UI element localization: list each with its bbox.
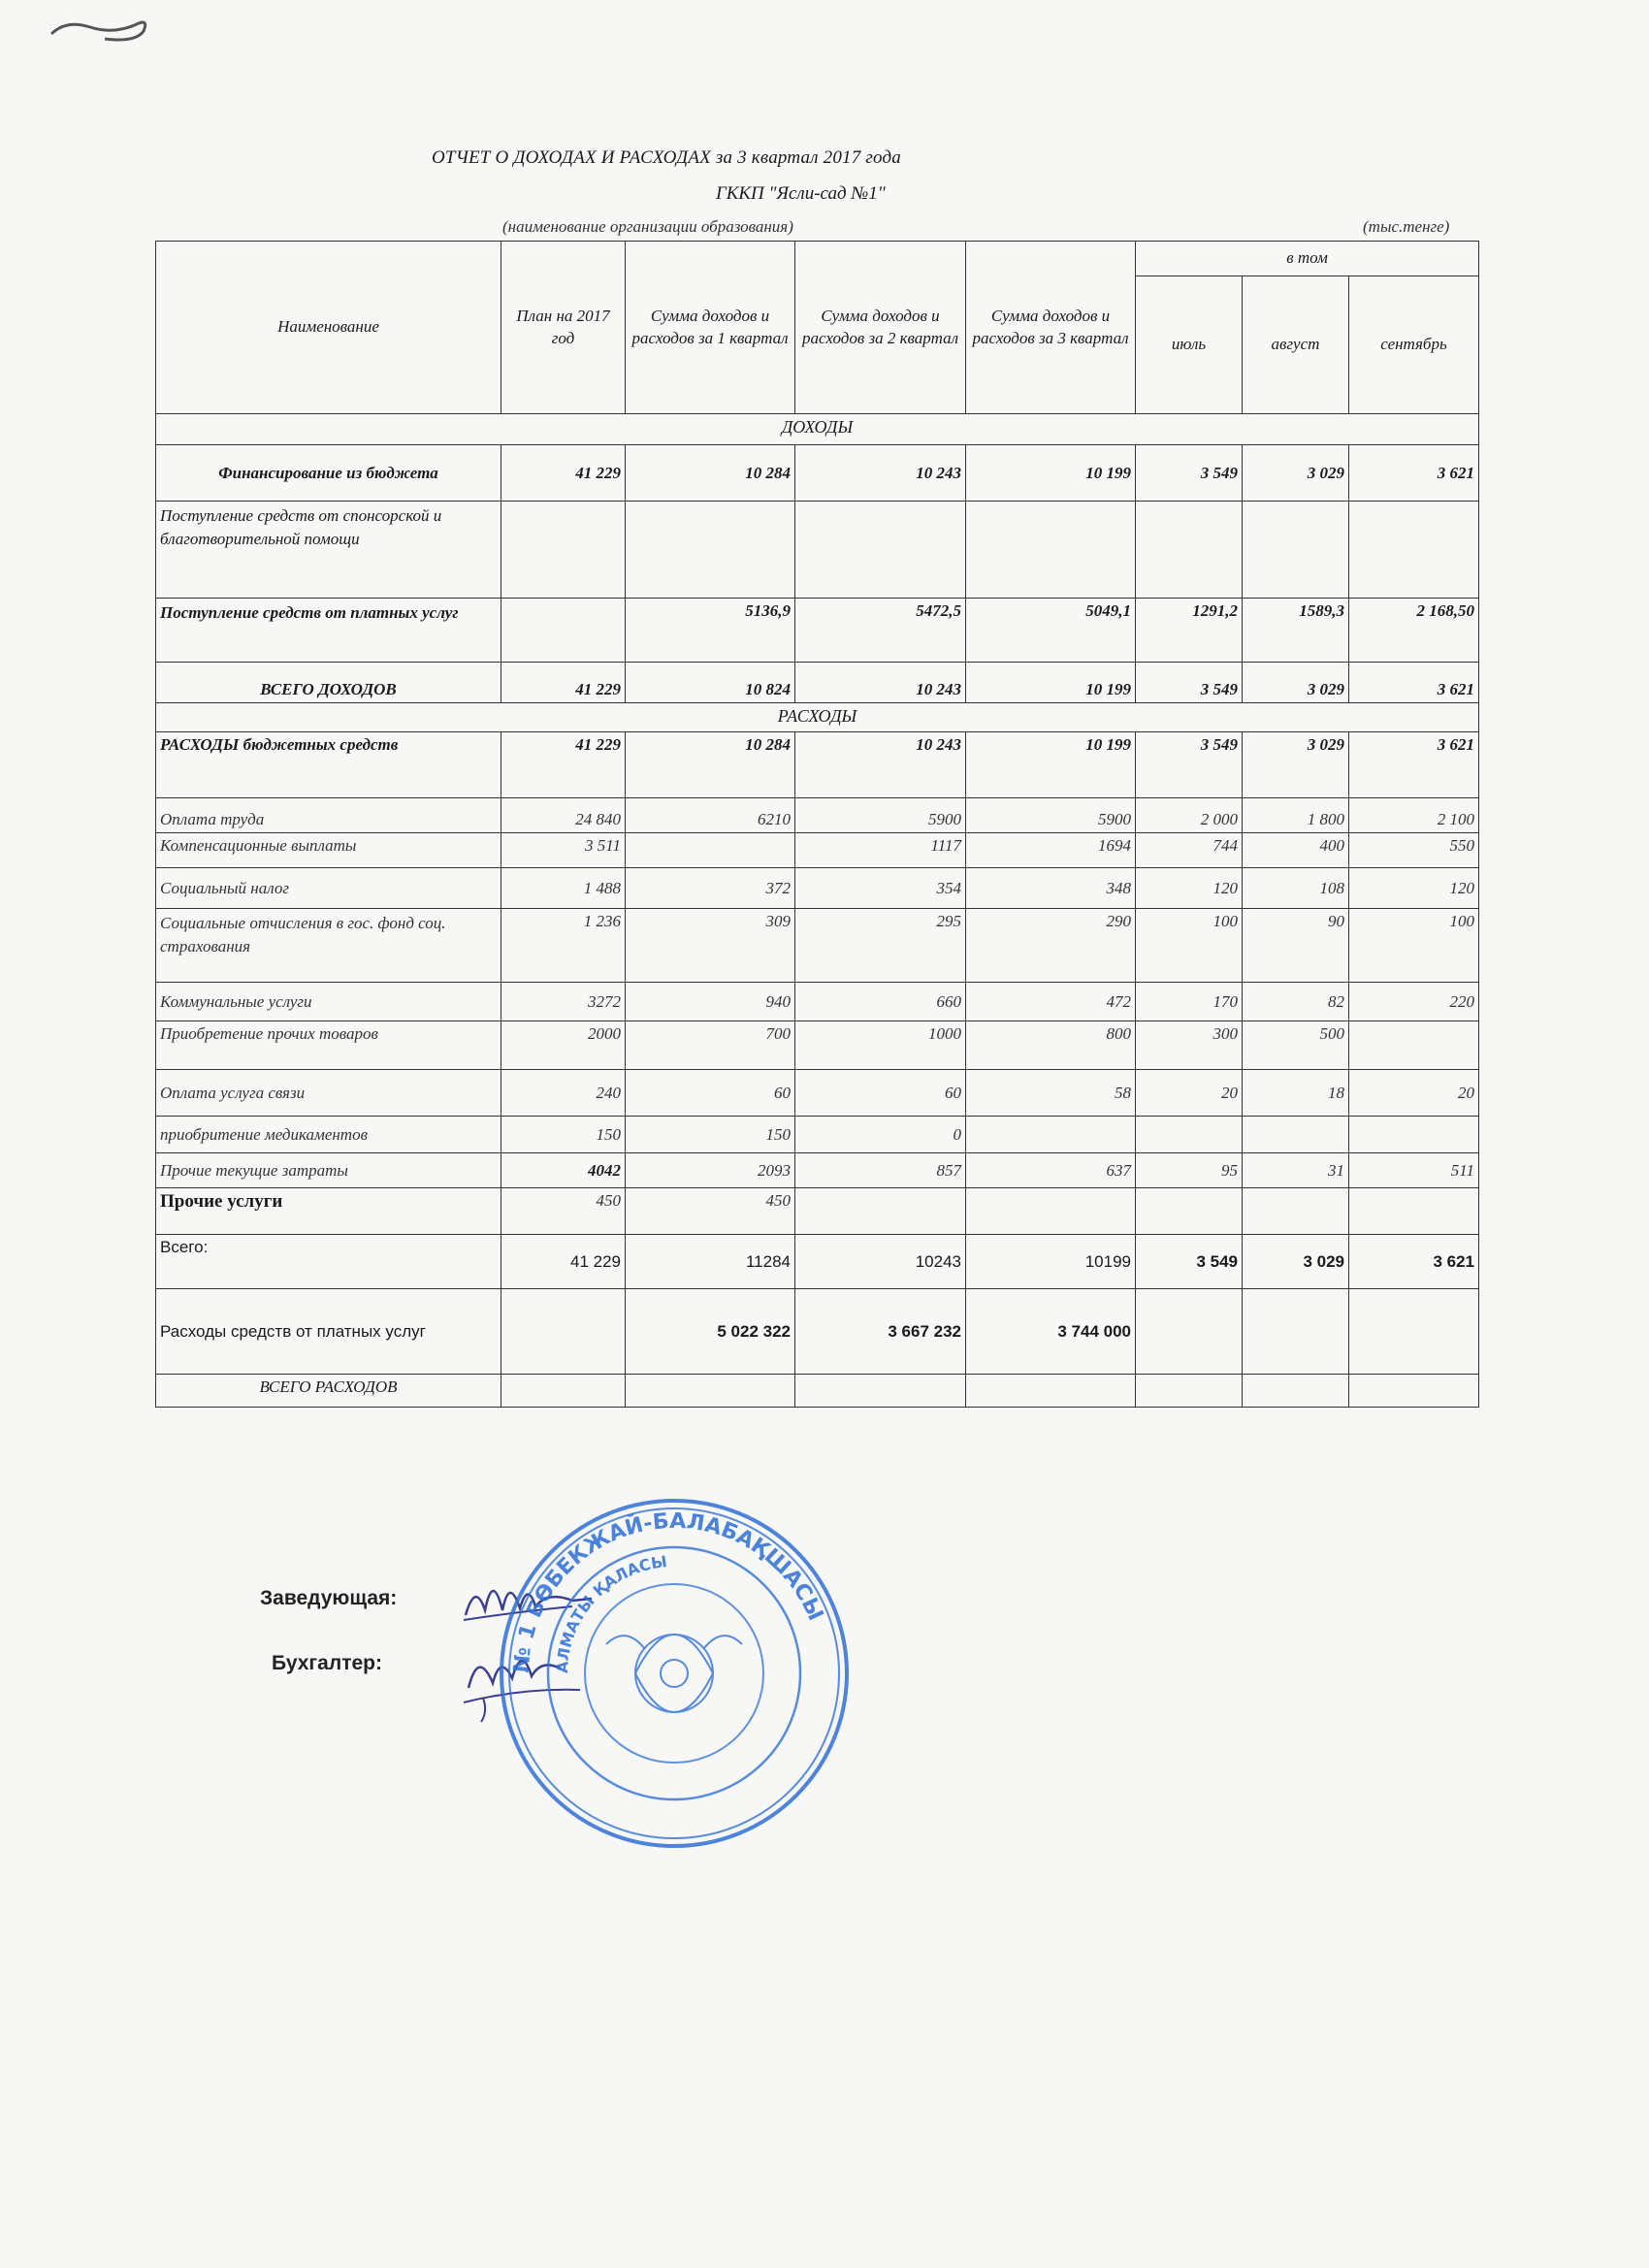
cell-july: 1291,2 [1136, 599, 1243, 663]
table-row [156, 983, 1479, 1021]
cell-q2: 3 667 232 [795, 1289, 966, 1375]
cell-q2: 10 243 [795, 663, 966, 703]
cell-september: 3 621 [1349, 732, 1479, 798]
col-header-q2: Сумма доходов и расходов за 2 квартал [795, 242, 966, 414]
cell-july: 744 [1136, 833, 1243, 868]
cell-august: 3 029 [1243, 663, 1349, 703]
col-header-q3: Сумма доходов и расходов за 3 квартал [966, 242, 1136, 414]
row-name: Прочие текущие затраты [156, 1153, 501, 1188]
cell-q1 [626, 1375, 795, 1408]
cell-q1 [626, 502, 795, 599]
table-row [156, 1117, 1479, 1153]
table-row [156, 445, 1479, 502]
cell-september: 3 621 [1349, 445, 1479, 502]
cell-q3: 472 [966, 983, 1136, 1021]
cell-july: 20 [1136, 1070, 1243, 1117]
cell-august [1243, 1375, 1349, 1408]
cell-august: 400 [1243, 833, 1349, 868]
row-name: Социальные отчисления в гос. фонд соц. страхования [156, 909, 501, 983]
table-row [156, 1375, 1479, 1408]
cell-q2: 660 [795, 983, 966, 1021]
cell-july [1136, 1375, 1243, 1408]
table-header-row [156, 242, 1479, 276]
cell-september: 120 [1349, 868, 1479, 909]
cell-july: 3 549 [1136, 1235, 1243, 1289]
cell-q3: 348 [966, 868, 1136, 909]
cell-july: 3 549 [1136, 663, 1243, 703]
cell-plan: 1 488 [501, 868, 626, 909]
cell-plan: 3272 [501, 983, 626, 1021]
cell-plan [501, 1289, 626, 1375]
cell-plan: 2000 [501, 1021, 626, 1070]
cell-july: 170 [1136, 983, 1243, 1021]
row-name: Всего: [156, 1235, 501, 1289]
cell-plan: 4042 [501, 1153, 626, 1188]
cell-plan: 41 229 [501, 663, 626, 703]
cell-september: 2 100 [1349, 798, 1479, 833]
cell-august [1243, 502, 1349, 599]
cell-august [1243, 1188, 1349, 1235]
cell-august: 500 [1243, 1021, 1349, 1070]
cell-august: 1 800 [1243, 798, 1349, 833]
cell-q3: 10199 [966, 1235, 1136, 1289]
cell-q1: 5136,9 [626, 599, 795, 663]
cell-september: 3 621 [1349, 1235, 1479, 1289]
cell-september: 100 [1349, 909, 1479, 983]
cell-q2: 857 [795, 1153, 966, 1188]
cell-august: 3 029 [1243, 1235, 1349, 1289]
cell-july: 2 000 [1136, 798, 1243, 833]
cell-july: 95 [1136, 1153, 1243, 1188]
stamp-inner-text: АЛМАТЫ ҚАЛАСЫ [552, 1552, 668, 1674]
cell-q2 [795, 502, 966, 599]
cell-q2: 1117 [795, 833, 966, 868]
cell-august: 1589,3 [1243, 599, 1349, 663]
cell-july: 100 [1136, 909, 1243, 983]
cell-august: 3 029 [1243, 445, 1349, 502]
report-table [155, 241, 1479, 1408]
cell-august: 82 [1243, 983, 1349, 1021]
cell-september: 20 [1349, 1070, 1479, 1117]
cell-q3: 10 199 [966, 732, 1136, 798]
cell-july [1136, 1188, 1243, 1235]
cell-q3: 800 [966, 1021, 1136, 1070]
table-row [156, 868, 1479, 909]
cell-q2: 354 [795, 868, 966, 909]
col-header-group: в том [1136, 242, 1479, 276]
cell-plan: 41 229 [501, 445, 626, 502]
cell-september: 2 168,50 [1349, 599, 1479, 663]
cell-plan [501, 599, 626, 663]
table-row [156, 1153, 1479, 1188]
table-row [156, 1188, 1479, 1235]
organization-caption: (наименование организации образования) [502, 217, 793, 236]
cell-september: 3 621 [1349, 663, 1479, 703]
organization-stamp [490, 1489, 858, 1858]
row-name: Финансирование из бюджета [156, 445, 501, 502]
cell-q2 [795, 1188, 966, 1235]
section-row-expenses [156, 703, 1479, 732]
paper-clip-mark [47, 10, 153, 49]
cell-q2: 0 [795, 1117, 966, 1153]
row-name: Поступление средств от платных услуг [156, 599, 501, 663]
cell-plan: 240 [501, 1070, 626, 1117]
row-name: ВСЕГО ДОХОДОВ [156, 663, 501, 703]
col-header-august: август [1243, 276, 1349, 414]
row-name: ВСЕГО РАСХОДОВ [156, 1375, 501, 1408]
col-header-september: сентябрь [1349, 276, 1479, 414]
table-row [156, 833, 1479, 868]
cell-september: 511 [1349, 1153, 1479, 1188]
col-header-q1: Сумма доходов и расходов за 1 квартал [626, 242, 795, 414]
cell-q3 [966, 502, 1136, 599]
cell-plan: 24 840 [501, 798, 626, 833]
cell-july: 3 549 [1136, 445, 1243, 502]
cell-september [1349, 1021, 1479, 1070]
cell-july: 300 [1136, 1021, 1243, 1070]
cell-plan: 450 [501, 1188, 626, 1235]
table-row [156, 1235, 1479, 1289]
row-name: Приобретение прочих товаров [156, 1021, 501, 1070]
cell-q2: 10243 [795, 1235, 966, 1289]
col-header-july: июль [1136, 276, 1243, 414]
table-row [156, 1289, 1479, 1375]
cell-september: 220 [1349, 983, 1479, 1021]
table-row [156, 599, 1479, 663]
cell-q1: 150 [626, 1117, 795, 1153]
row-name: Оплата услуга связи [156, 1070, 501, 1117]
row-name: Оплата труда [156, 798, 501, 833]
cell-q2 [795, 1375, 966, 1408]
cell-august: 90 [1243, 909, 1349, 983]
currency-unit: (тыс.тенге) [1363, 217, 1450, 236]
cell-july [1136, 1289, 1243, 1375]
cell-q3: 637 [966, 1153, 1136, 1188]
cell-q1: 10 284 [626, 445, 795, 502]
cell-q3: 10 199 [966, 663, 1136, 703]
cell-september [1349, 1117, 1479, 1153]
cell-september: 550 [1349, 833, 1479, 868]
cell-q1: 10 284 [626, 732, 795, 798]
cell-plan [501, 502, 626, 599]
row-name: РАСХОДЫ бюджетных средств [156, 732, 501, 798]
cell-q3: 3 744 000 [966, 1289, 1136, 1375]
cell-september [1349, 502, 1479, 599]
cell-q1: 5 022 322 [626, 1289, 795, 1375]
cell-august [1243, 1117, 1349, 1153]
cell-q3 [966, 1375, 1136, 1408]
cell-august: 108 [1243, 868, 1349, 909]
cell-july [1136, 1117, 1243, 1153]
cell-q2: 1000 [795, 1021, 966, 1070]
cell-q1 [626, 833, 795, 868]
cell-q1: 372 [626, 868, 795, 909]
table-row [156, 663, 1479, 703]
cell-september [1349, 1289, 1479, 1375]
cell-q1: 10 824 [626, 663, 795, 703]
table-row [156, 732, 1479, 798]
cell-q1: 2093 [626, 1153, 795, 1188]
cell-september [1349, 1375, 1479, 1408]
head-signature-label: Заведующая: [260, 1587, 398, 1609]
cell-july [1136, 502, 1243, 599]
cell-plan: 1 236 [501, 909, 626, 983]
cell-plan: 3 511 [501, 833, 626, 868]
cell-q2: 5472,5 [795, 599, 966, 663]
row-name: Прочие услуги [156, 1188, 501, 1235]
cell-q2: 10 243 [795, 732, 966, 798]
table-row [156, 798, 1479, 833]
table-row [156, 1021, 1479, 1070]
cell-september [1349, 1188, 1479, 1235]
cell-plan: 41 229 [501, 732, 626, 798]
cell-q1: 309 [626, 909, 795, 983]
cell-plan: 41 229 [501, 1235, 626, 1289]
cell-q2: 295 [795, 909, 966, 983]
cell-q1: 940 [626, 983, 795, 1021]
cell-q3 [966, 1117, 1136, 1153]
table-row [156, 909, 1479, 983]
cell-august: 18 [1243, 1070, 1349, 1117]
cell-q1: 60 [626, 1070, 795, 1117]
row-name: приобритение медикаментов [156, 1117, 501, 1153]
col-header-plan: План на 2017 год [501, 242, 626, 414]
report-title: ОТЧЕТ О ДОХОДАХ И РАСХОДАХ за 3 квартал 2017 года [432, 147, 901, 168]
cell-q2: 10 243 [795, 445, 966, 502]
cell-q3: 5049,1 [966, 599, 1136, 663]
organization-name: ГККП "Ясли-сад №1" [716, 183, 886, 204]
cell-q3 [966, 1188, 1136, 1235]
emblem-icon [606, 1635, 742, 1712]
stamp-outer-text: № 1 БӨБЕКЖАЙ-БАЛАБАҚШАСЫ [509, 1508, 828, 1674]
cell-july: 3 549 [1136, 732, 1243, 798]
cell-q3: 290 [966, 909, 1136, 983]
cell-plan [501, 1375, 626, 1408]
row-name: Компенсационные выплаты [156, 833, 501, 868]
cell-q3: 1694 [966, 833, 1136, 868]
cell-q2: 5900 [795, 798, 966, 833]
row-name: Коммунальные услуги [156, 983, 501, 1021]
row-name: Социальный налог [156, 868, 501, 909]
cell-q2: 60 [795, 1070, 966, 1117]
row-name: Поступление средств от спонсорской и благотворительной помощи [156, 502, 501, 599]
cell-plan: 150 [501, 1117, 626, 1153]
row-name: Расходы средств от платных услуг [156, 1289, 501, 1375]
cell-august [1243, 1289, 1349, 1375]
cell-q1: 700 [626, 1021, 795, 1070]
section-title-income: ДОХОДЫ [156, 414, 1479, 445]
table-row [156, 502, 1479, 599]
cell-august: 31 [1243, 1153, 1349, 1188]
cell-q1: 450 [626, 1188, 795, 1235]
section-title-expenses: РАСХОДЫ [156, 703, 1479, 732]
col-header-name: Наименование [156, 242, 501, 414]
section-row-income [156, 414, 1479, 445]
accountant-signature-label: Бухгалтер: [272, 1652, 382, 1674]
cell-q3: 5900 [966, 798, 1136, 833]
cell-august: 3 029 [1243, 732, 1349, 798]
cell-q3: 10 199 [966, 445, 1136, 502]
cell-q1: 6210 [626, 798, 795, 833]
table-row [156, 1070, 1479, 1117]
cell-q3: 58 [966, 1070, 1136, 1117]
cell-q1: 11284 [626, 1235, 795, 1289]
cell-july: 120 [1136, 868, 1243, 909]
